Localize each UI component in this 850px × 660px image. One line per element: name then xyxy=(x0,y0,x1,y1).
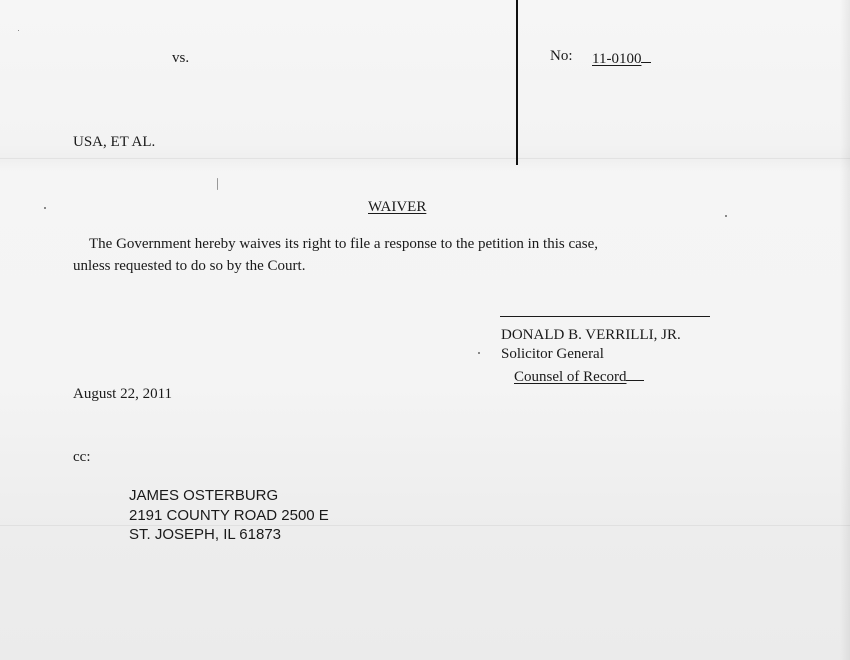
caption-vs: vs. xyxy=(172,50,190,66)
waiver-body-line-1: The Government hereby waives its right to file a response to the petition in this case, xyxy=(89,236,599,252)
signer-name: DONALD B. VERRILLI, JR. xyxy=(501,327,681,343)
paper-fold-line xyxy=(0,525,850,526)
scan-speck xyxy=(44,207,46,209)
case-number-value: 11-0100 xyxy=(592,51,642,67)
case-number-label: No: xyxy=(550,48,573,64)
document-date: August 22, 2011 xyxy=(73,386,173,402)
scan-speck xyxy=(18,30,19,31)
case-number-underline-pad xyxy=(641,46,651,63)
signature-line xyxy=(500,316,710,317)
caption-respondent: USA, ET AL. xyxy=(73,134,156,150)
scan-mark xyxy=(217,178,218,190)
signer-role-text: Counsel of Record xyxy=(514,369,627,385)
cc-address-line-2: 2191 COUNTY ROAD 2500 E xyxy=(129,507,329,524)
cc-address-line-3: ST. JOSEPH, IL 61873 xyxy=(129,526,282,543)
waiver-body xyxy=(73,233,673,277)
signer-role xyxy=(514,364,644,387)
cc-address-line-1: JAMES OSTERBURG xyxy=(129,487,279,504)
document-title: WAIVER xyxy=(368,199,427,215)
scan-speck xyxy=(725,215,727,217)
paper-edge-shadow xyxy=(840,0,850,660)
scan-speck xyxy=(478,352,480,354)
caption-divider xyxy=(516,0,518,165)
cc-label: cc: xyxy=(73,449,91,465)
signer-role-underline-pad xyxy=(626,364,644,381)
case-number xyxy=(592,46,651,69)
signer-title: Solicitor General xyxy=(501,346,604,362)
paper-fold-line xyxy=(0,158,850,159)
waiver-body-line-2: unless requested to do so by the Court. xyxy=(73,258,306,274)
